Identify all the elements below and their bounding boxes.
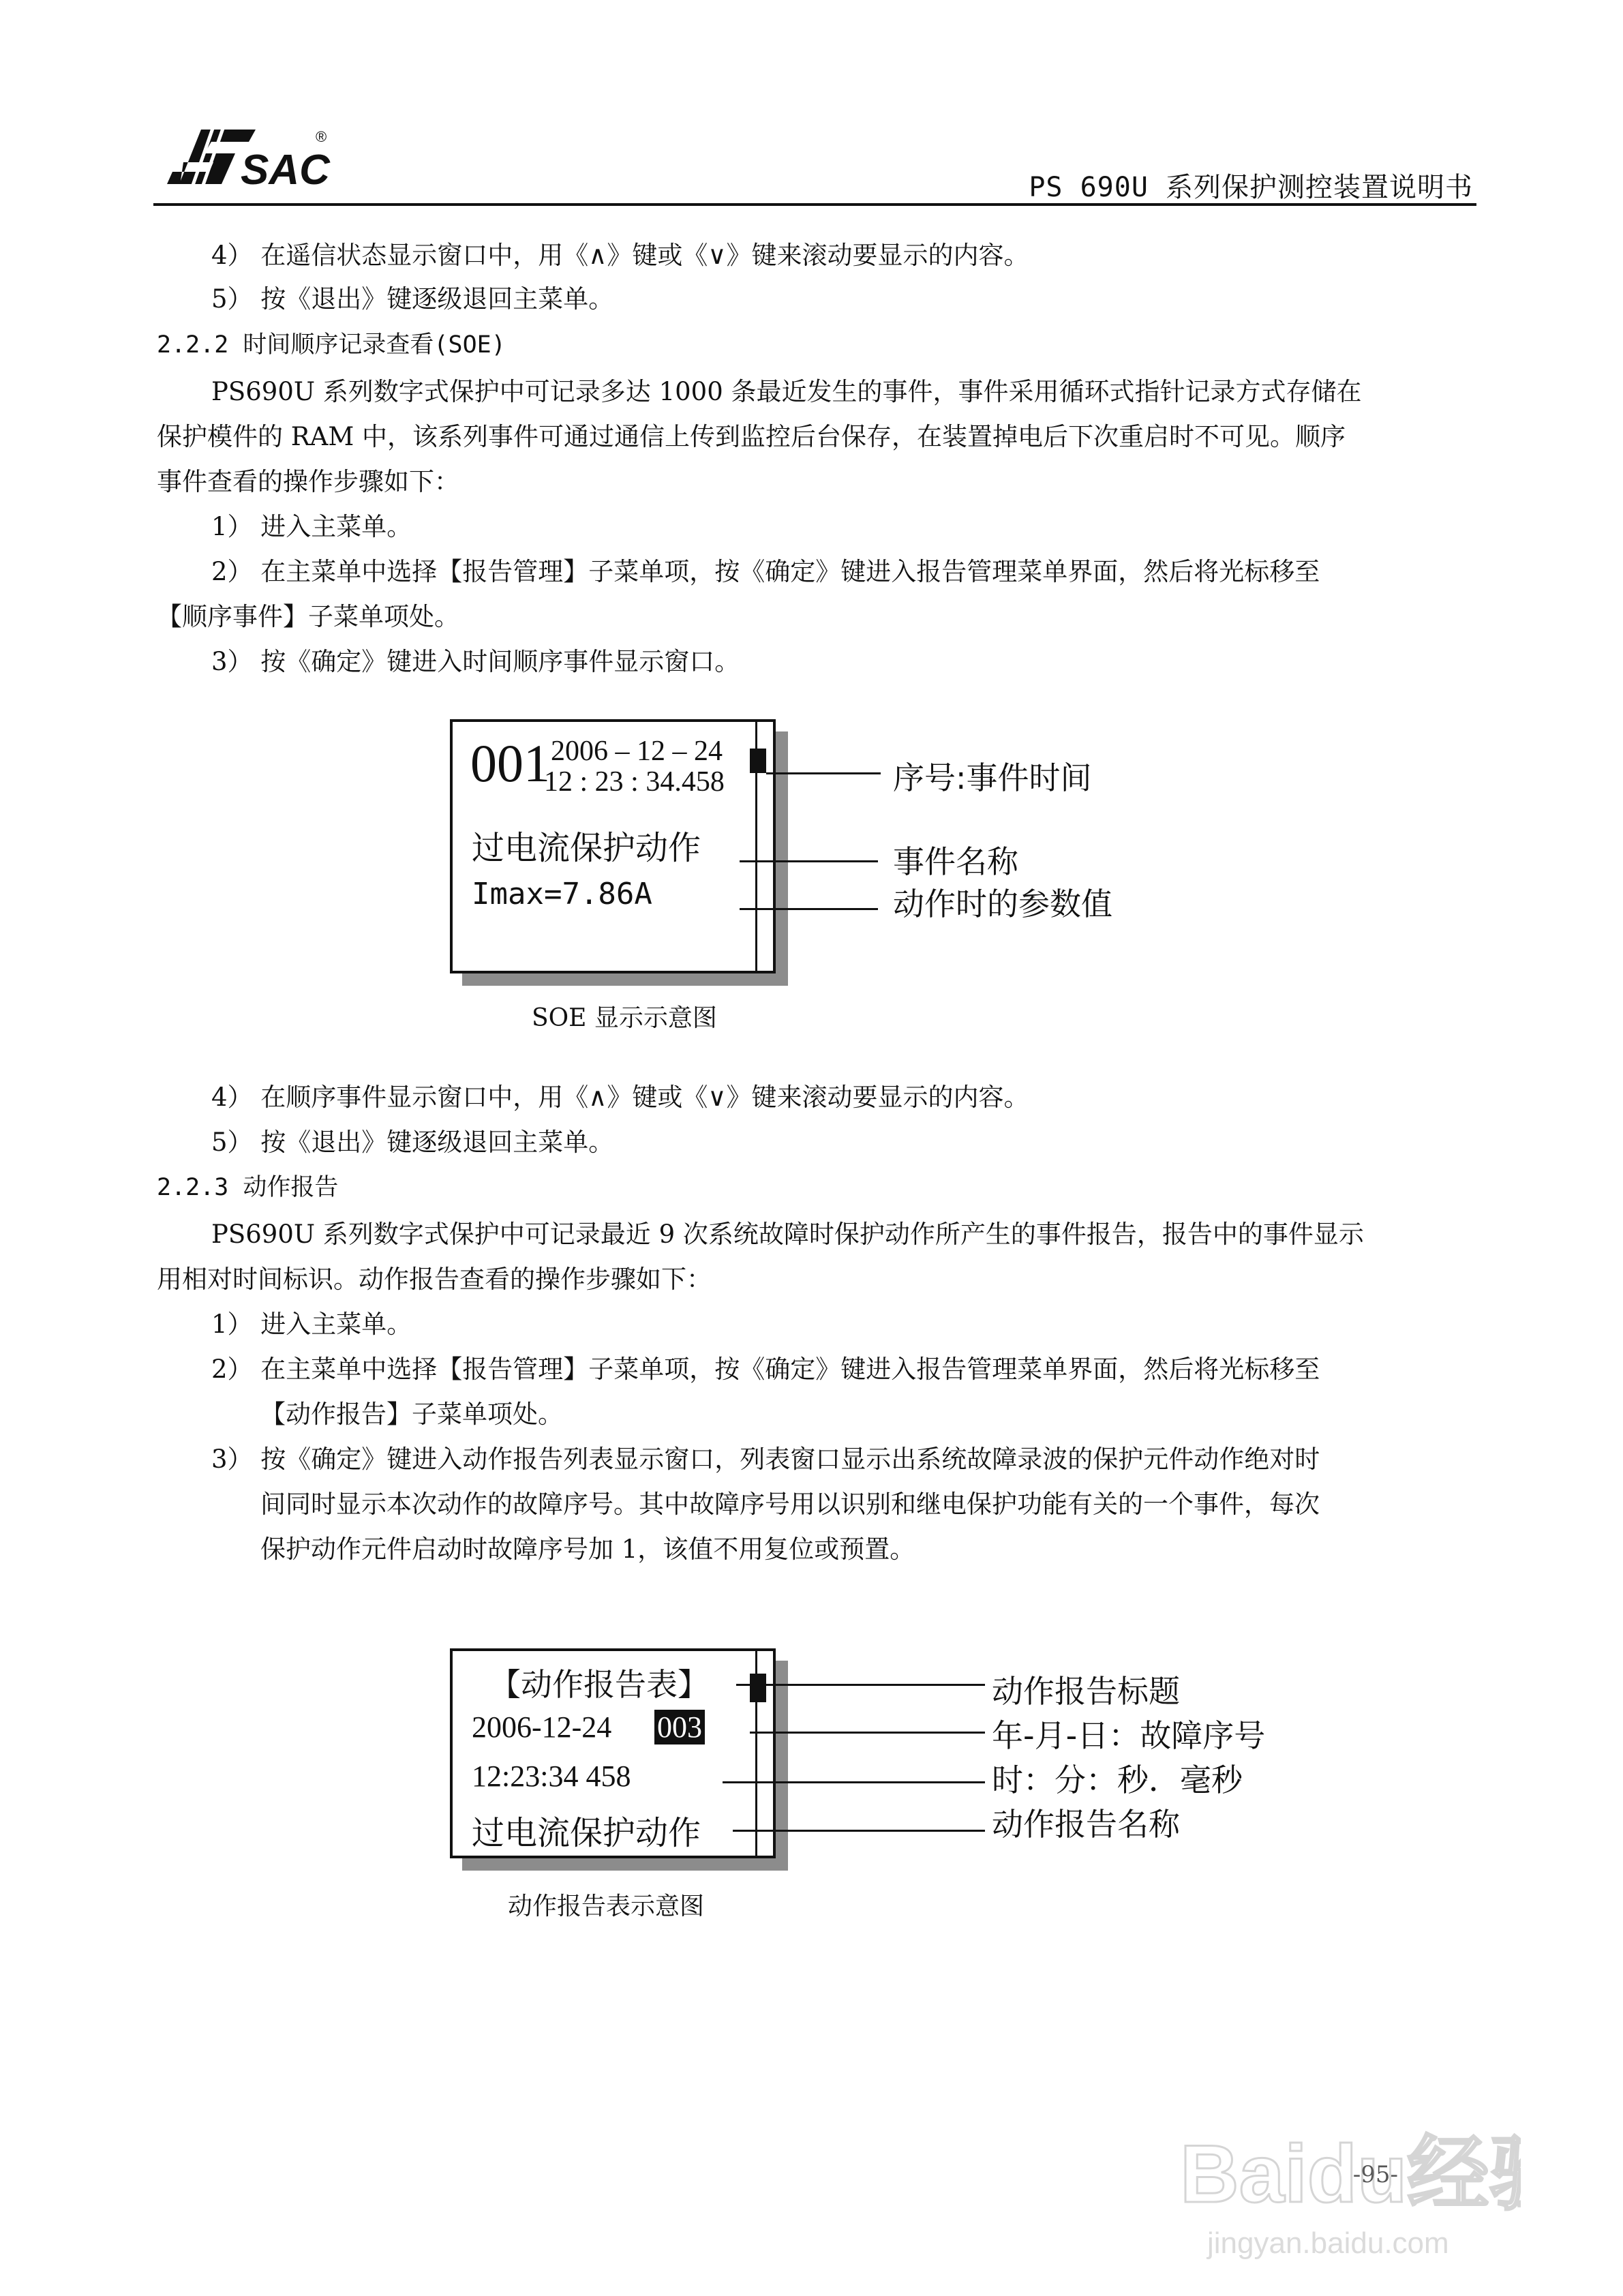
report-leader-date <box>750 1732 985 1734</box>
report-title: 【动作报告表】 <box>489 1667 709 1702</box>
logo-text: SAC <box>241 147 330 194</box>
para-line: 【动作报告】子菜单项处。 <box>260 1400 563 1429</box>
sac-logo-graphic <box>153 116 337 194</box>
soe-event-name: 过电流保护动作 <box>472 830 701 866</box>
soe-scroll-thumb <box>750 749 766 773</box>
registered-mark: ® <box>316 128 327 145</box>
para-line: PS690U 系列数字式保护中可记录最近 9 次系统故障时保护动作所产生的事件报告，报告中的事件显示 <box>211 1220 1364 1249</box>
report-leader-title <box>736 1684 985 1686</box>
page-number: -95- <box>1352 2161 1398 2188</box>
report-ann-time: 时：分：秒．毫秒 <box>992 1762 1243 1798</box>
soe-leader-name <box>740 860 878 862</box>
soe-ann-seq-time: 序号:事件时间 <box>893 759 1092 796</box>
para-line: 事件查看的操作步骤如下： <box>157 467 459 496</box>
report-leader-time <box>723 1781 985 1783</box>
report-ann-title: 动作报告标题 <box>992 1673 1180 1710</box>
report-ann-date: 年-月-日：故障序号 <box>992 1717 1266 1754</box>
para-line: 5） 按《退出》键逐级退回主菜单。 <box>211 284 614 314</box>
soe-seq-number: 001 <box>470 734 550 793</box>
soe-date: 2006 – 12 – 24 <box>551 736 723 767</box>
watermark-brand: Baidu经 <box>1180 2128 1489 2220</box>
report-ann-name: 动作报告名称 <box>992 1806 1180 1843</box>
soe-leader-seq <box>766 772 881 774</box>
baidu-watermark <box>1166 2100 1521 2270</box>
soe-param: Imax=7.86A <box>472 877 652 911</box>
report-scroll-thumb <box>750 1674 766 1702</box>
soe-ann-param: 动作时的参数值 <box>893 886 1112 922</box>
soe-ann-event-name: 事件名称 <box>893 843 1018 880</box>
para-line: 保护模件的 RAM 中，该系列事件可通过通信上传到监控后台保存，在装置掉电后下次重启时不可见。顺序 <box>157 422 1346 451</box>
para-line: 保护动作元件启动时故障序号加 1，该值不用复位或预置。 <box>260 1535 915 1564</box>
section-heading: 2.2.2 时间顺序记录查看(SOE) <box>157 331 506 359</box>
para-line: 1） 进入主菜单。 <box>211 1310 412 1339</box>
report-caption: 动作报告表示意图 <box>508 1892 705 1920</box>
para-line: 【顺序事件】子菜单项处。 <box>157 602 459 631</box>
para-line: 2） 在主菜单中选择【报告管理】子菜单项，按《确定》键进入报告管理菜单界面，然后将光标移至 <box>211 557 1320 586</box>
soe-caption: SOE 显示示意图 <box>532 1004 717 1032</box>
report-leader-name <box>733 1830 985 1832</box>
para-line: 4） 在顺序事件显示窗口中，用《∧》键或《∨》键来滚动要显示的内容。 <box>211 1083 1029 1112</box>
report-time: 12:23:34 458 <box>472 1759 631 1793</box>
para-line: 5） 按《退出》键逐级退回主菜单。 <box>211 1128 614 1157</box>
para-line: 2） 在主菜单中选择【报告管理】子菜单项，按《确定》键进入报告管理菜单界面，然后将光标移至 <box>211 1355 1320 1384</box>
para-line: 用相对时间标识。动作报告查看的操作步骤如下： <box>157 1265 712 1294</box>
sac-logo <box>153 116 337 194</box>
watermark-url: jingyan.baidu.com <box>1207 2226 1449 2260</box>
report-fault-number: 003 <box>654 1710 705 1744</box>
document-title: PS 690U 系列保护测控装置说明书 <box>1029 172 1473 203</box>
soe-leader-param <box>740 908 878 910</box>
para-line: 3） 按《确定》键进入动作报告列表显示窗口，列表窗口显示出系统故障录波的保护元件动作绝对时 <box>211 1445 1320 1474</box>
soe-time: 12 : 23 : 34.458 <box>544 766 725 798</box>
para-line: PS690U 系列数字式保护中可记录多达 1000 条最近发生的事件，事件采用循环式指针记录方式存储在 <box>211 377 1362 406</box>
section-heading: 2.2.3 动作报告 <box>157 1174 339 1201</box>
para-line: 4） 在遥信状态显示窗口中，用《∧》键或《∨》键来滚动要显示的内容。 <box>211 241 1029 270</box>
header-divider <box>153 203 1476 206</box>
report-name: 过电流保护动作 <box>472 1815 701 1852</box>
para-line: 3） 按《确定》键进入时间顺序事件显示窗口。 <box>211 647 740 676</box>
para-line: 1） 进入主菜单。 <box>211 512 412 541</box>
report-date: 2006-12-24 <box>472 1710 612 1744</box>
para-line: 间同时显示本次动作的故障序号。其中故障序号用以识别和继电保护功能有关的一个事件，每次 <box>260 1490 1320 1519</box>
